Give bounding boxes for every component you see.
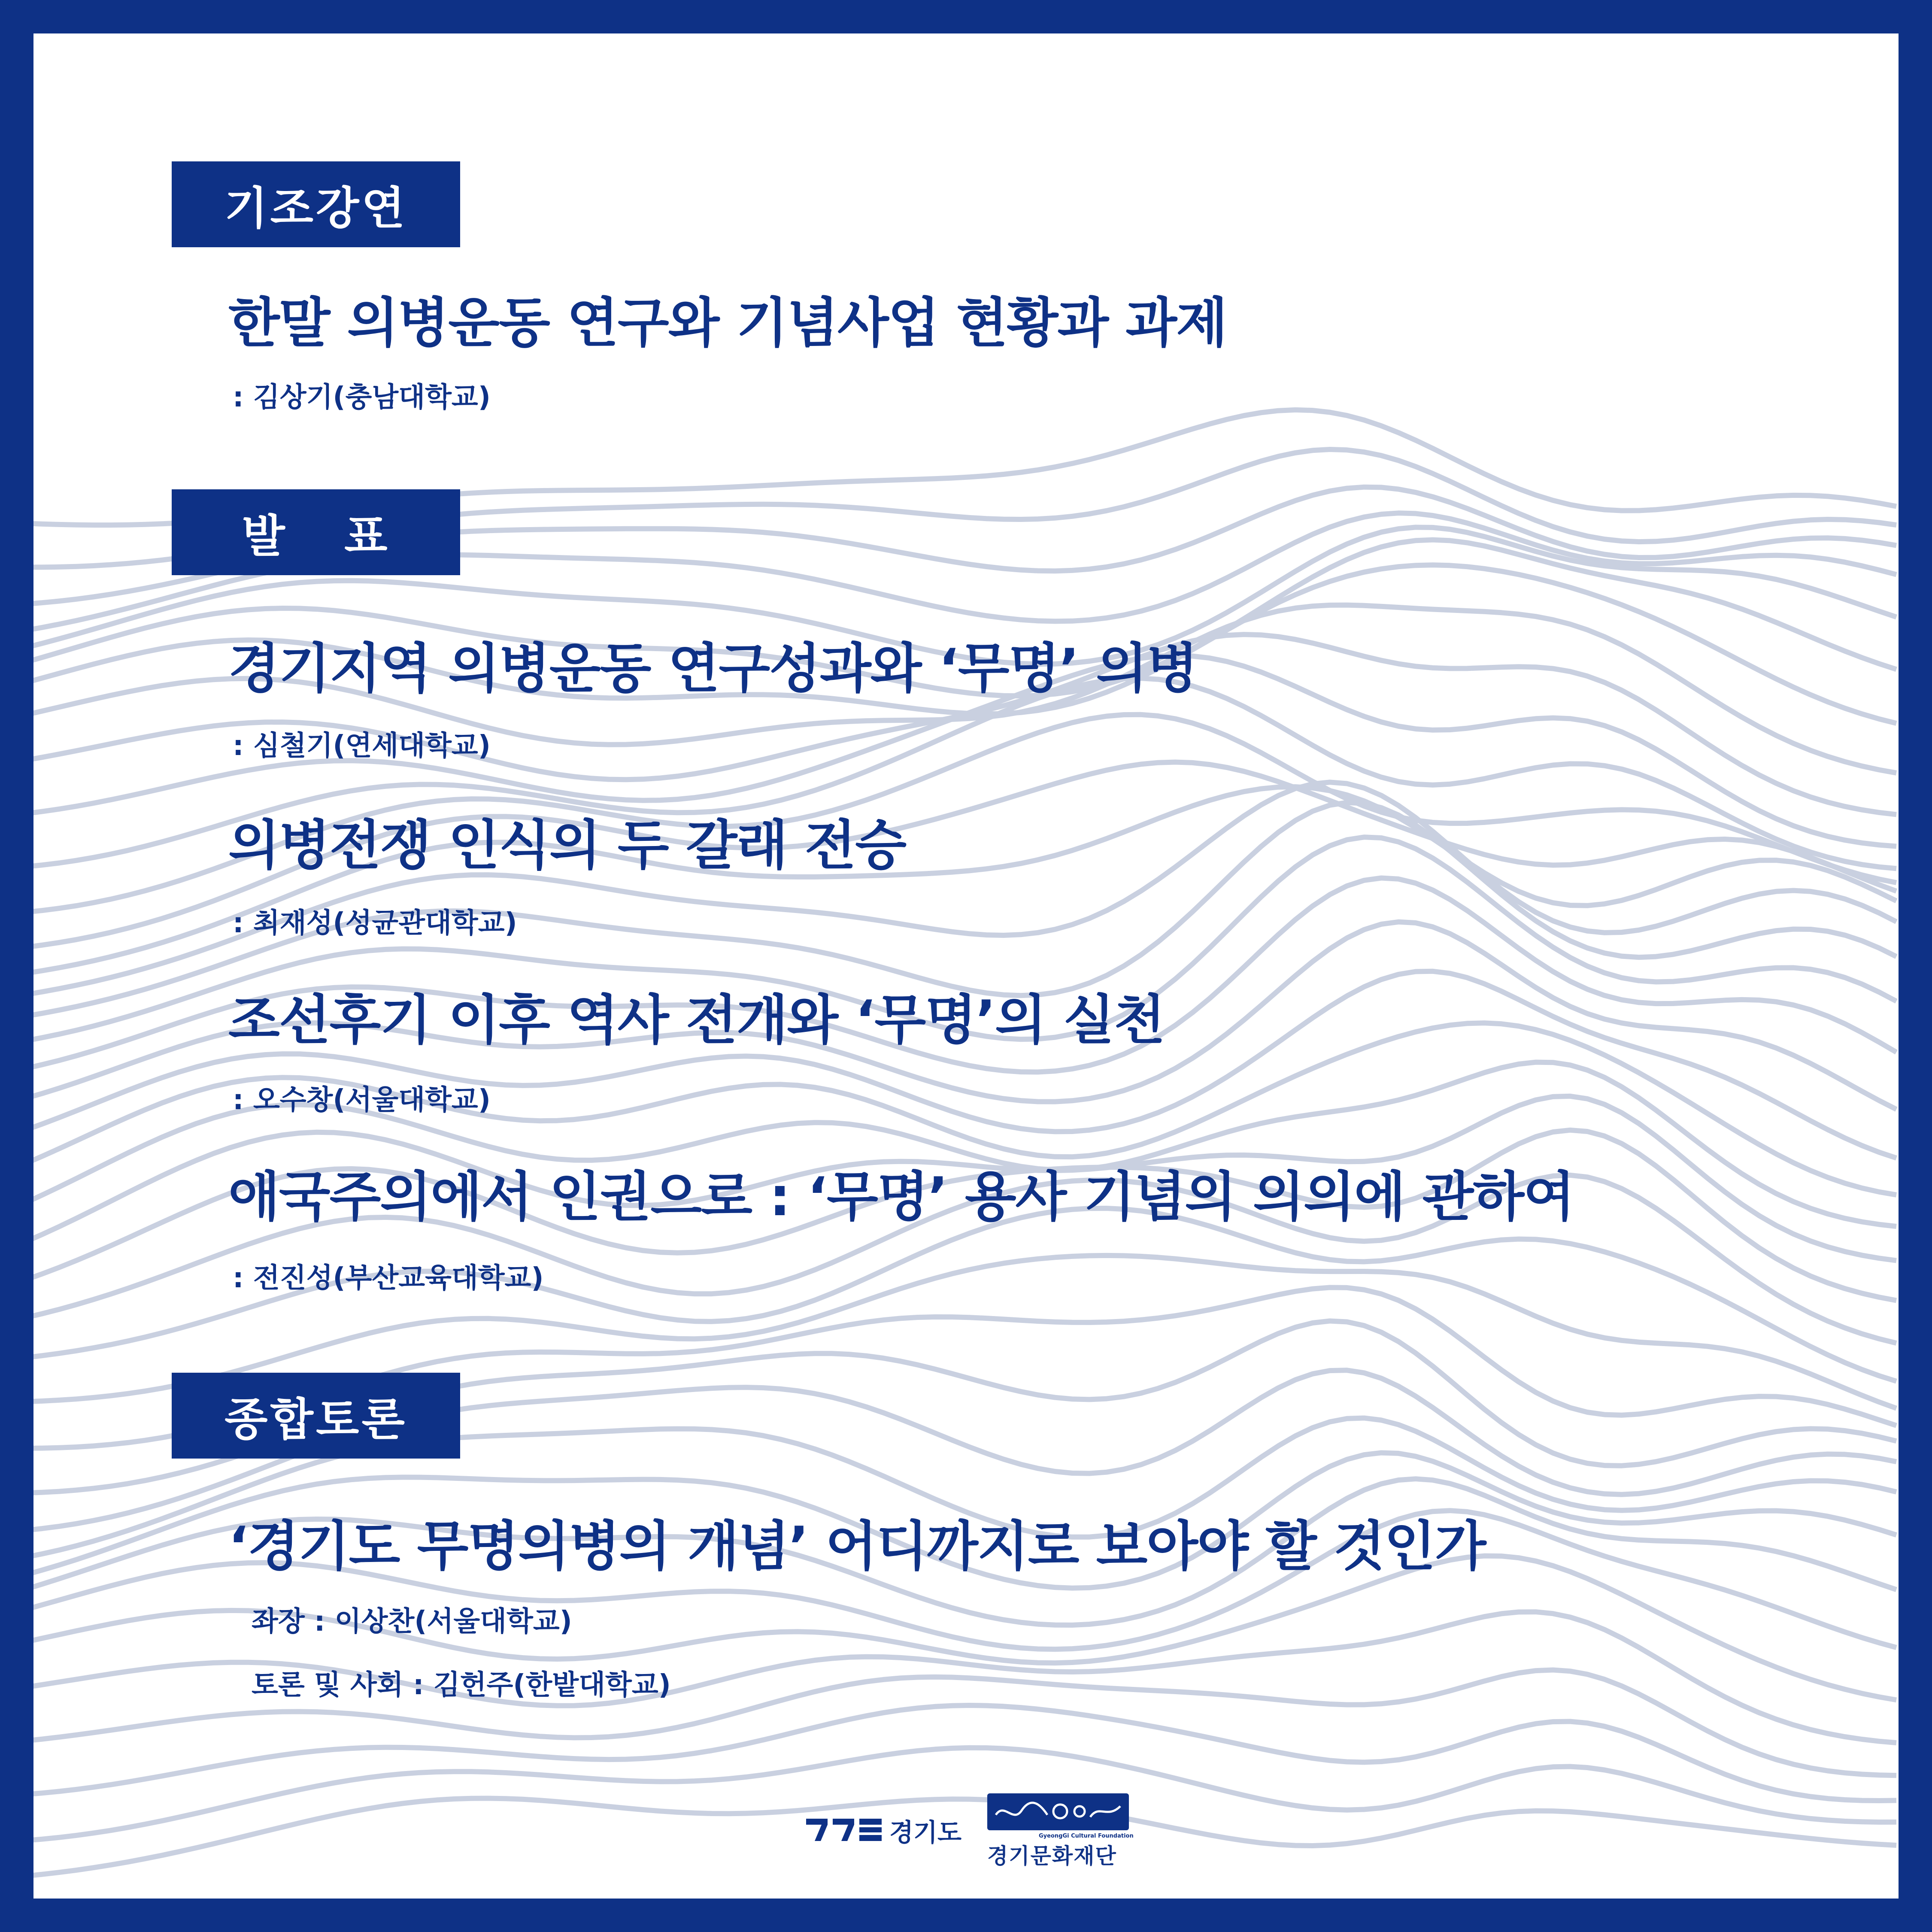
gyeonggi-logo: [806, 1812, 961, 1848]
foundation-logo-en: GyeongGi Cultural Foundation: [1039, 1833, 1134, 1839]
discussion-title: ‘경기도 무명의병의 개념’ 어디까지로 보아야 할 것인가: [228, 1516, 1486, 1577]
presentation-2-title: 의병전쟁 인식의 두 갈래 전승: [228, 815, 906, 877]
page-content-area: [33, 33, 1899, 1899]
presentation-3-speaker: : 오수창(서울대학교): [233, 1084, 491, 1116]
presentation-2-speaker: : 최재성(성균관대학교): [233, 907, 517, 939]
foundation-emblem-icon: [987, 1793, 1129, 1830]
presentation-1-speaker: : 심철기(연세대학교): [233, 730, 491, 762]
gyeonggi-cultural-foundation-logo: [987, 1793, 1134, 1871]
section-tag-keynote: 기조강연: [172, 161, 460, 247]
discussion-chair: 좌장 : 이상찬(서울대학교): [252, 1606, 572, 1638]
foundation-logo-ko: 경기문화재단: [987, 1844, 1117, 1868]
footer-logos: [806, 1793, 1149, 1879]
keynote-speaker: : 김상기(충남대학교): [233, 382, 491, 413]
presentation-4-title: 애국주의에서 인권으로 : ‘무명’ 용사 기념의 의의에 관하여: [228, 1166, 1574, 1228]
gyeonggi-mark-icon: [806, 1815, 883, 1845]
section-tag-discussion: 종합토론: [172, 1373, 460, 1459]
gyeonggi-logo-text: 경기도: [889, 1818, 962, 1847]
presentation-1-title: 경기지역 의병운동 연구성과와 ‘무명’ 의병: [228, 638, 1198, 700]
presentation-3-title: 조선후기 이후 역사 전개와 ‘무명’의 실천: [228, 989, 1165, 1051]
section-tag-presentation: 발 표: [172, 489, 460, 575]
keynote-title: 한말 의병운동 연구와 기념사업 현황과 과제: [228, 292, 1227, 354]
presentation-4-speaker: : 전진성(부산교육대학교): [233, 1262, 544, 1294]
discussion-panel: 토론 및 사회 : 김헌주(한밭대학교): [252, 1669, 671, 1701]
